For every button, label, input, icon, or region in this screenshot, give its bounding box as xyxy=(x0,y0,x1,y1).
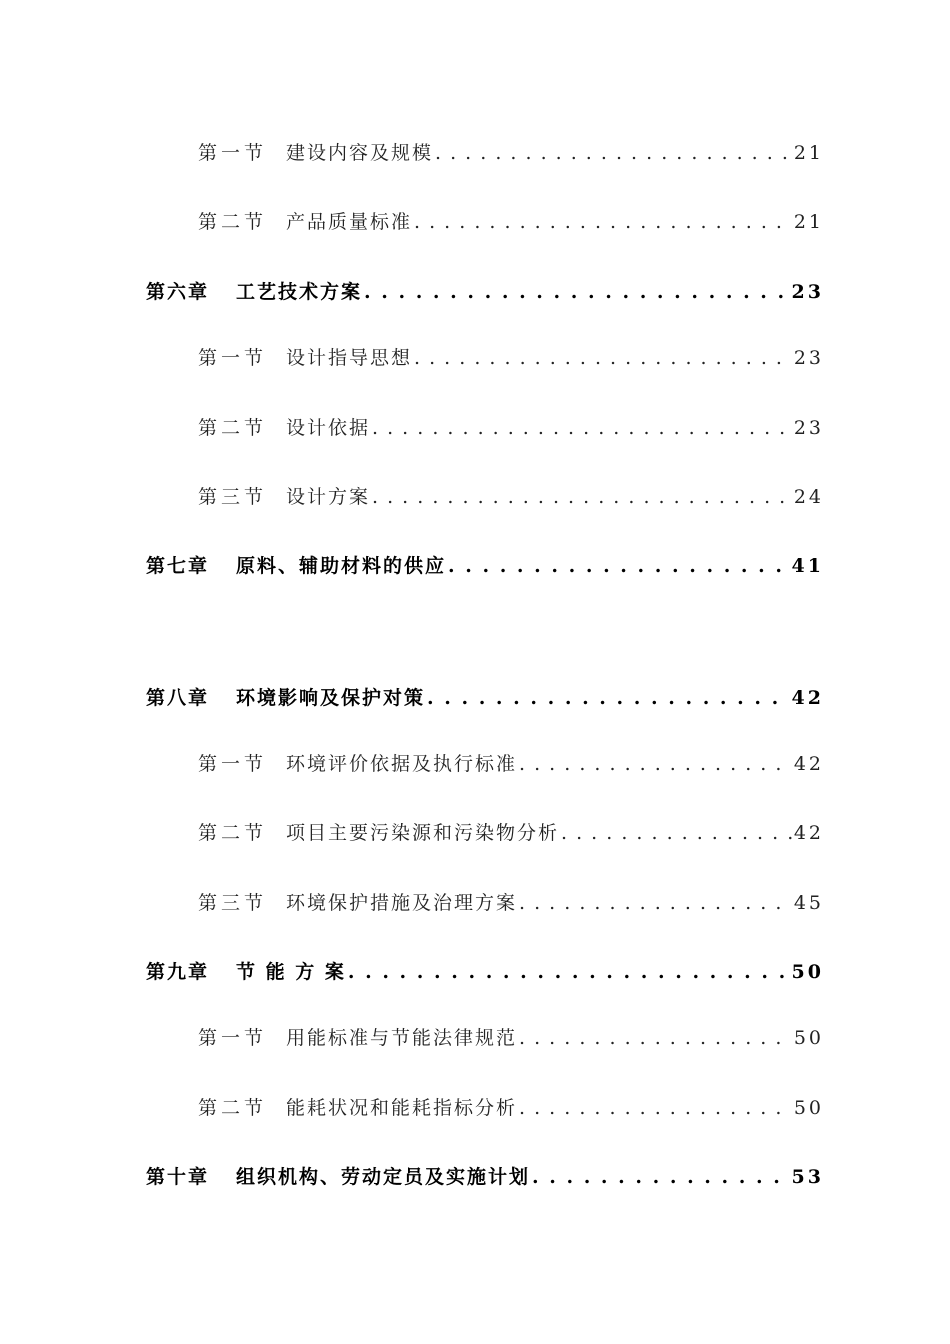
toc-entry-page: 21 xyxy=(793,142,824,164)
dot-leader xyxy=(414,211,792,233)
toc-entry-number: 第二节 xyxy=(198,822,268,844)
dot-leader xyxy=(372,417,792,439)
toc-entry-page: 41 xyxy=(791,555,824,577)
toc-entry-title: 设计指导思想 xyxy=(286,347,413,369)
dot-leader xyxy=(519,753,792,775)
toc-entry-section[interactable] xyxy=(198,1093,824,1120)
toc-entry-title: 能耗状况和能耗指标分析 xyxy=(286,1097,518,1119)
toc-entry-number: 第二节 xyxy=(198,211,268,233)
toc-entry-chapter[interactable] xyxy=(146,1162,824,1189)
toc-entry-page: 42 xyxy=(793,753,824,775)
toc-entry-page: 50 xyxy=(791,961,824,983)
toc-entry-page: 24 xyxy=(793,486,824,508)
toc-entry-number: 第三节 xyxy=(198,486,268,508)
toc-entry-number: 第二节 xyxy=(198,1097,268,1119)
toc-entry-title: 项目主要污染源和污染物分析 xyxy=(286,822,560,844)
dot-leader xyxy=(435,142,792,164)
toc-entry-section[interactable] xyxy=(198,413,824,440)
dot-leader xyxy=(519,1097,792,1119)
toc-entry-title: 建设内容及规模 xyxy=(286,142,434,164)
toc-entry-page: 23 xyxy=(793,347,824,369)
toc-entry-page: 21 xyxy=(793,211,824,233)
toc-entry-number: 第九章 xyxy=(146,961,210,983)
toc-entry-title: 环境保护措施及治理方案 xyxy=(286,892,518,914)
toc-entry-number: 第八章 xyxy=(146,687,210,709)
dot-leader xyxy=(348,961,790,983)
toc-entry-page: 45 xyxy=(793,892,824,914)
toc-entry-number: 第一节 xyxy=(198,142,268,164)
toc-entry-title: 设计依据 xyxy=(286,417,371,439)
toc-entry-section[interactable] xyxy=(198,138,824,165)
toc-entry-number: 第三节 xyxy=(198,892,268,914)
toc-entry-section[interactable] xyxy=(198,888,824,915)
dot-leader xyxy=(532,1166,790,1188)
toc-entry-page: 50 xyxy=(793,1027,824,1049)
toc-entry-number: 第二节 xyxy=(198,417,268,439)
toc-entry-page: 42 xyxy=(793,822,824,844)
dot-leader xyxy=(414,347,792,369)
toc-entry-section[interactable] xyxy=(198,482,824,509)
dot-leader xyxy=(372,486,792,508)
toc-entry-page: 50 xyxy=(793,1097,824,1119)
toc-entry-number: 第一节 xyxy=(198,753,268,775)
toc-entry-title: 工艺技术方案 xyxy=(236,281,363,303)
toc-entry-chapter[interactable] xyxy=(146,277,824,304)
toc-entry-title: 环境评价依据及执行标准 xyxy=(286,753,518,775)
toc-entry-title: 产品质量标准 xyxy=(286,211,413,233)
dot-leader xyxy=(561,822,792,844)
dot-leader xyxy=(519,1027,792,1049)
toc-entry-title: 组织机构、劳动定员及实施计划 xyxy=(236,1166,531,1188)
dot-leader xyxy=(364,281,790,303)
toc-entry-chapter[interactable] xyxy=(146,957,824,984)
toc-entry-page: 23 xyxy=(793,417,824,439)
toc-entry-section[interactable] xyxy=(198,818,824,845)
dot-leader xyxy=(519,892,792,914)
dot-leader xyxy=(448,555,790,577)
toc-entry-title: 原料、辅助材料的供应 xyxy=(236,555,447,577)
toc-entry-section[interactable] xyxy=(198,207,824,234)
toc-entry-title: 用能标准与节能法律规范 xyxy=(286,1027,518,1049)
toc-entry-page: 23 xyxy=(791,281,824,303)
toc-entry-number: 第一节 xyxy=(198,347,268,369)
toc-entry-title: 节 能 方 案 xyxy=(236,961,346,983)
toc-entry-chapter[interactable] xyxy=(146,683,824,710)
toc-entry-title: 环境影响及保护对策 xyxy=(236,687,426,709)
toc-entry-number: 第十章 xyxy=(146,1166,210,1188)
toc-entry-section[interactable] xyxy=(198,343,824,370)
toc-entry-page: 42 xyxy=(791,687,824,709)
toc-entry-page: 53 xyxy=(791,1166,824,1188)
toc-entry-section[interactable] xyxy=(198,749,824,776)
toc-entry-title: 设计方案 xyxy=(286,486,371,508)
toc-entry-section[interactable] xyxy=(198,1023,824,1050)
dot-leader xyxy=(427,687,790,709)
toc-entry-number: 第一节 xyxy=(198,1027,268,1049)
toc-entry-chapter[interactable] xyxy=(146,551,824,578)
toc-entry-number: 第六章 xyxy=(146,281,210,303)
toc-entry-number: 第七章 xyxy=(146,555,210,577)
